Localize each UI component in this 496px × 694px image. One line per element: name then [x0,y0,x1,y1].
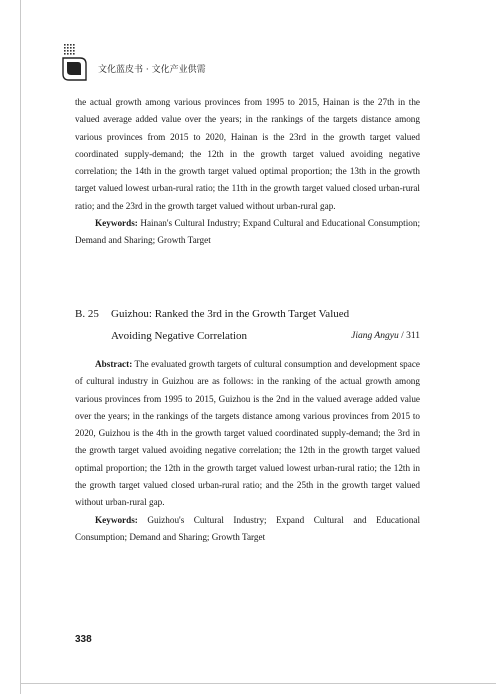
section1-body [75,94,420,250]
series-title: 文化蓝皮书 · 文化产业供需 [98,65,206,75]
page-frame-left-rule [20,0,21,694]
section2-heading [75,303,420,347]
abstract-text: The evaluated growth targets of cultural consumption and development space of cultural industry in Guizhou are as follows: in the ranking of the actual growth among various provinces from 1995 to 2015, Guizhou is the 2nd in the valued average added value over the years; in the rankings of the targets distance among various provinces from 2015 to 2020, Guizhou is the 4th in the growth target valued coordinated supply-demand; the 3rd in the growth target valued avoiding negative correlation; the 12th in the growth target valued optimal proportion; the 12th in the growth target valued lowest urban-rural ratio; the 12th in the growth target valued closed urban-rural ratio; and the 25th in the growth target valued without urban-rural gap. [75,359,420,508]
page-reference: / 311 [398,331,420,341]
section1-keywords [75,215,420,250]
section2-title-line2 [75,325,420,347]
section2-body [75,356,420,546]
section-title: Guizhou: Ranked the 3rd in the Growth Target Valued [111,308,350,320]
bluebook-logo-icon [62,44,94,82]
author-name: Jiang Angyu [351,331,399,341]
section1-paragraph: the actual growth among various provinces from 1995 to 2015, Hainan is the 27th in the valued average added value over the years; in the rankings of the targets distance among various provinces from 2015 to 2020, Hainan is the 23rd in the growth target valued coordinated supply-demand; the 12th in the growth target valued avoiding negative correlation; the 14th in the growth target valued optimal proportion; the 13th in the growth target valued lowest urban-rural ratio; the 11th in the growth target valued closed urban-rural ratio; and the 23rd in the growth target valued without urban-rural gap. [75,97,420,211]
section2-title-line1 [75,303,420,325]
page-number: 338 [75,634,92,645]
keywords-label: Keywords: [95,218,138,229]
keywords-text: Hainan's Cultural Industry; Expand Cultural and Educational Consumption; Demand and Sharing; Growth Target [75,218,420,246]
running-header [62,44,442,84]
keywords-text: Guizhou's Cultural Industry; Expand Cultural and Educational Consumption; Demand and Sharing; Growth Target [75,514,420,542]
abstract-label: Abstract: [95,359,133,369]
page-frame-bottom-rule [20,683,496,684]
author-reference [351,325,420,347]
section-number: B. 25 [75,308,99,320]
section2-keywords [75,512,420,547]
section-title-continued: Avoiding Negative Correlation [111,330,248,342]
keywords-label: Keywords: [95,514,138,525]
section2-abstract [75,356,420,512]
